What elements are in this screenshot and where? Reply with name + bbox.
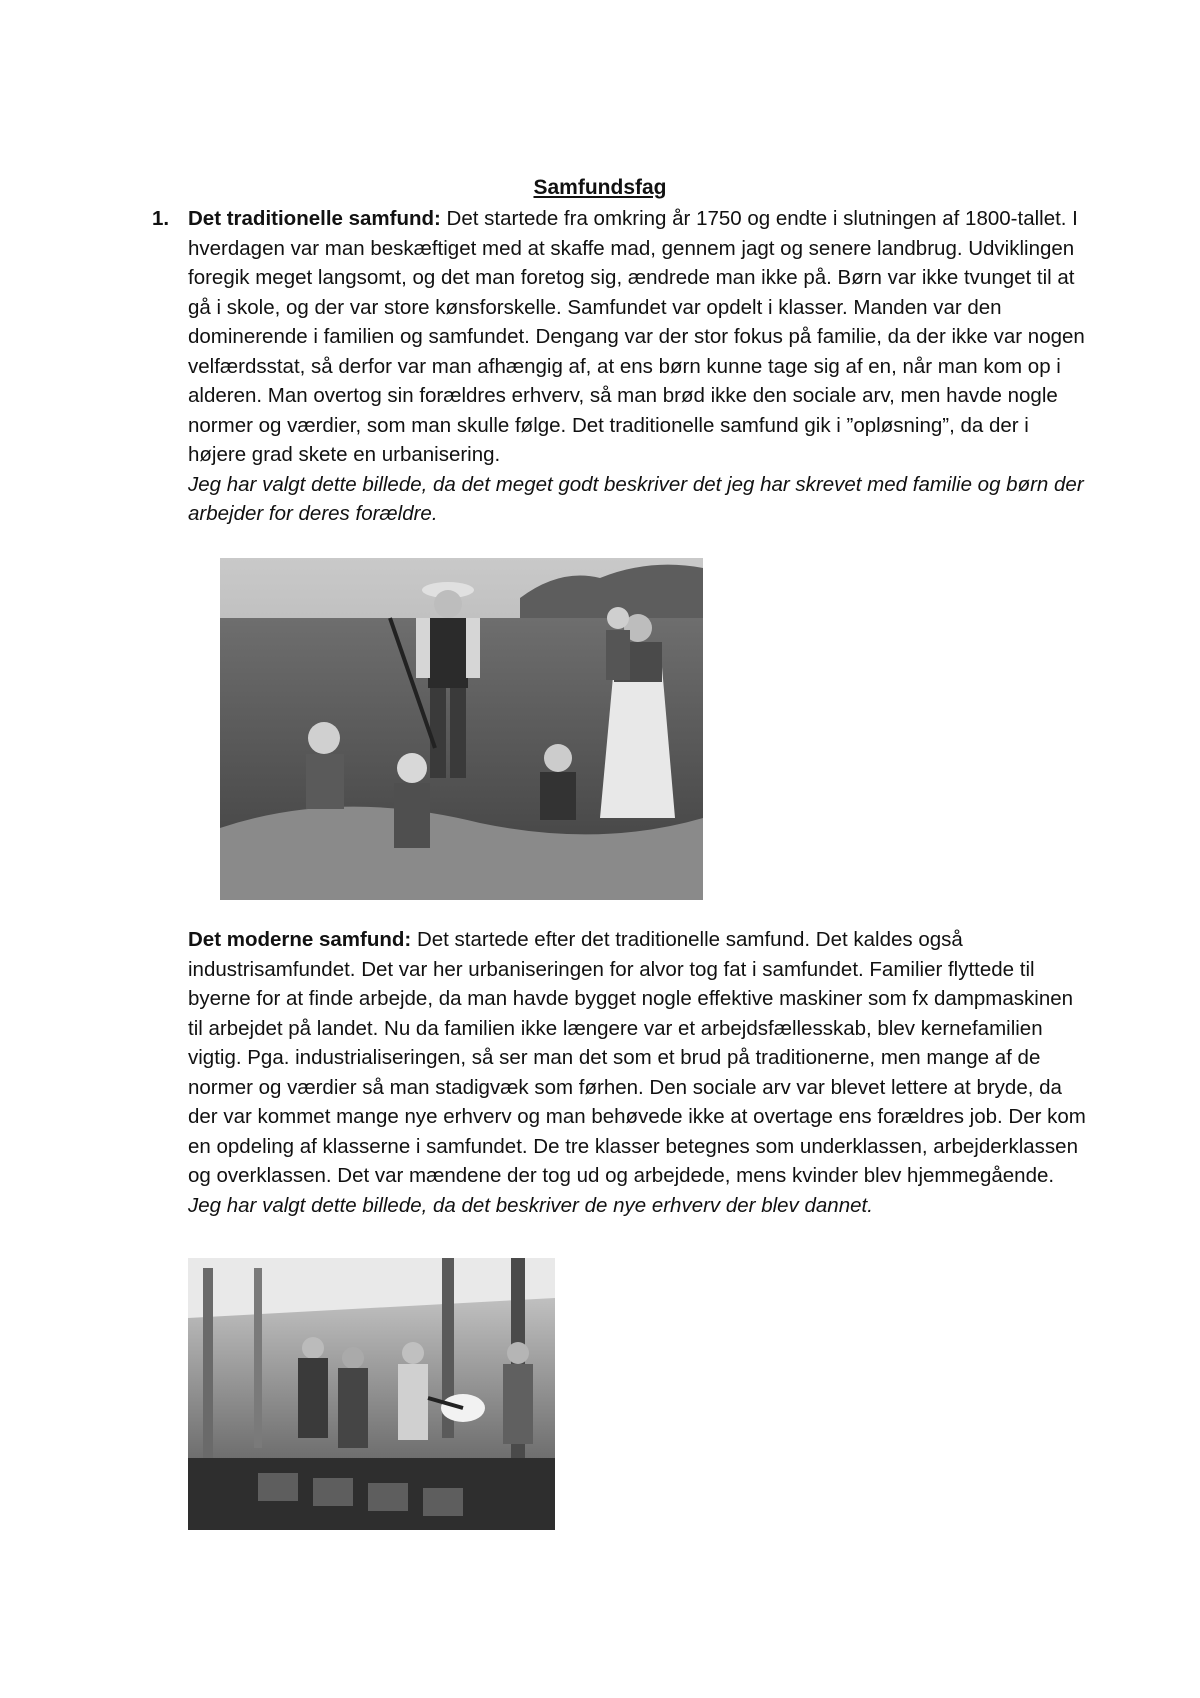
list-number: 1. <box>152 207 170 230</box>
family-field-photo <box>220 558 703 900</box>
image-caption: Jeg har valgt dette billede, da det beskriver de nye erhverv der blev dannet. <box>188 1193 873 1217</box>
page-title: Samfundsfag <box>533 176 667 199</box>
image-caption: Jeg har valgt dette billede, da det meget godt beskriver det jeg har skrevet med familie og børn der arbejder for deres forældre. <box>188 472 1084 525</box>
section-modern-society <box>188 925 1088 1220</box>
section-body: Det startede fra omkring år 1750 og endte i slutningen af 1800-tallet. I hverdagen var man beskæftiget med at skaffe mad, gennem jagt og senere landbrug. Udviklingen foregik meget langsomt, og det man foretog sig, ændrede man ikke på. Børn var ikke tvunget til at gå i skole, og der var store kønsforskelle. Samfundet var opdelt i klasser. Manden var den dominerende i familien og samfundet. Dengang var der stor fokus på familie, da der ikke var nogen velfærdsstat, så derfor var man afhængig af, at ens børn kunne tage sig af en, når man kom op i alderen. Man overtog sin forældres erhverv, så man brød ikke den sociale arv, men havde nogle normer og værdier, som man skulle følge. Det traditionelle samfund gik i ”opløsning”, da der i højere grad skete en urbanisering. <box>188 207 1085 466</box>
factory-workers-illustration <box>188 1258 555 1530</box>
section-body: Det startede efter det traditionelle samfund. Det kaldes også industrisamfundet. Det var her urbaniseringen for alvor tog fat i samfundet. Familier flyttede til byerne for at finde arbejde, da man havde bygget nogle effektive maskiner som fx dampmaskinen til arbejdet på landet. Nu da familien ikke længere var et arbejdsfællesskab, blev kernefamilien vigtig. Pga. industrialiseringen, så ser man det som et brud på traditionerne, men mange af de normer og værdier så man stadigvæk som førhen. Den sociale arv var blevet lettere at bryde, da der var kommet mange nye erhverv og man behøvede ikke at overtage ens forældres job. Der kom en opdeling af klasserne i samfundet. De tre klasser betegnes som underklassen, arbejderklassen og overklassen. Det var mændene der tog ud og arbejdede, mens kvinder blev hjemmegående. <box>188 928 1086 1187</box>
section-heading: Det traditionelle samfund: <box>188 207 441 230</box>
section-heading: Det moderne samfund: <box>188 928 412 951</box>
factory-workers-photo <box>188 1258 555 1530</box>
family-field-illustration <box>220 558 703 900</box>
section-traditional-society <box>152 204 1088 529</box>
